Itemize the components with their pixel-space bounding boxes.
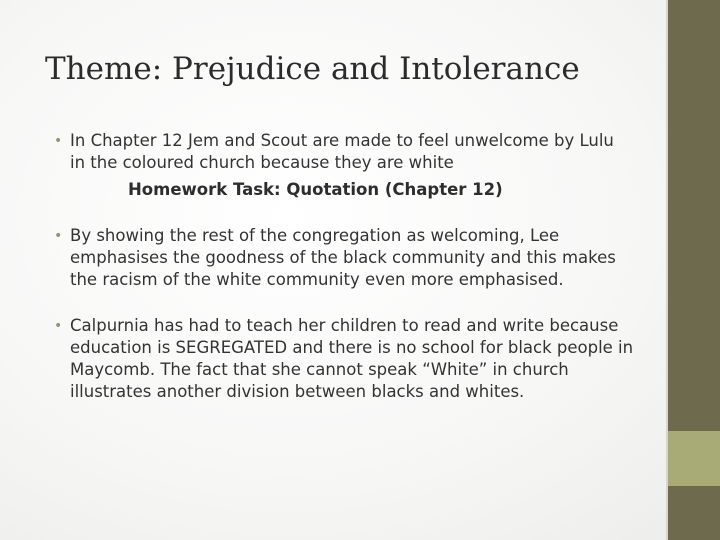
bullet-text-1: • In Chapter 12 Jem and Scout are made to feel unwelcome by Lulu in the coloured church because they are white xyxy=(70,131,614,172)
decorative-side-bar xyxy=(666,0,720,540)
bullet-item-3 xyxy=(54,315,634,403)
bullet-text-2: • By showing the rest of the congregation as welcoming, Lee emphasises the goodness of the black community and this makes the racism of the white community even more emphasised. xyxy=(70,226,616,289)
bullet-text-3: • Calpurnia has had to teach her children to read and write because education is SEGREGATED and there is no school for black people in Maycomb. The fact that she cannot speak “White” in church illustrates another division between blacks and whites. xyxy=(70,316,634,401)
side-bar-accent-block xyxy=(668,431,720,486)
bullet-list xyxy=(54,130,634,403)
bullet-item-2 xyxy=(54,225,634,291)
slide-title: Theme: Prejudice and Intolerance xyxy=(45,51,580,87)
homework-task-line: Homework Task: Quotation (Chapter 12) xyxy=(128,180,503,199)
bullet-item-1 xyxy=(54,130,634,201)
